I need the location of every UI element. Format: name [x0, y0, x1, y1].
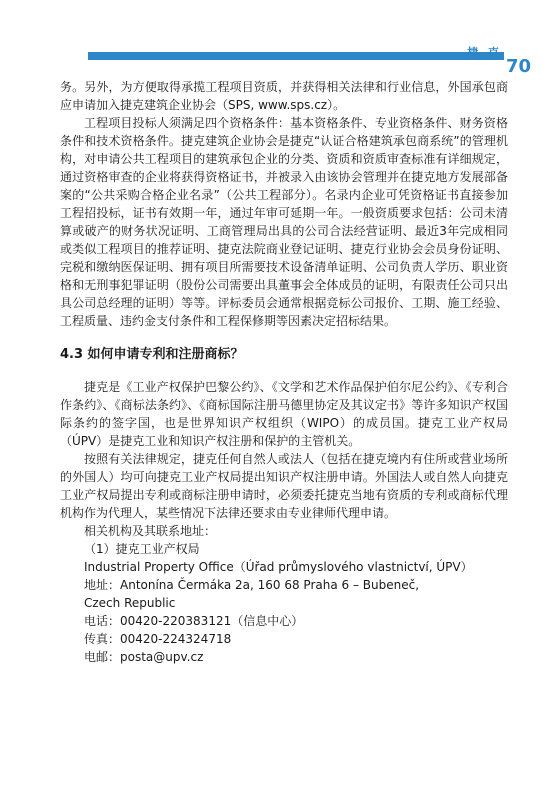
address-line: Czech Republic [84, 596, 176, 610]
org-name: Industrial Property Office（Úřad průmyslového vlastnictví, ÚPV） [84, 560, 473, 574]
phone-line: 电话：00420-220383121（信息中心） [84, 614, 304, 628]
page-content [60, 78, 508, 666]
fax-line: 传真：00420-224324718 [84, 632, 232, 646]
email-line: 电邮：posta@upv.cz [84, 650, 204, 664]
org-title: （1）捷克工业产权局 [84, 542, 200, 556]
paragraph: 务。另外，为方便取得承揽工程项目资质，并获得相关法律和行业信息，外国承包商应申请加入捷克建筑企业协会（SPS, www.sps.cz）。 [60, 80, 508, 112]
paragraph: 按照有关法律规定，捷克任何自然人或法人（包括在捷克境内有住所或营业场所的外国人）均可向捷克工业产权局提出知识产权注册申请。外国法人或自然人向捷克工业产权局提出专利或商标注册申请时，必须委托捷克当地有资质的专利或商标代理机构作为代理人，某些情况下法律还要求由专业律师代理申请。 [60, 452, 508, 520]
contacts-intro: 相关机构及其联系地址： [84, 524, 217, 538]
header-bar [88, 52, 504, 60]
paragraph: 捷克是《工业产权保护巴黎公约》、《文学和艺术作品保护伯尔尼公约》、《专利合作条约》、《商标法条约》、《商标国际注册马德里协定及其议定书》等许多知识产权国际条约的签字国，也是世界知识产权组织（WIPO）的成员国。捷克工业产权局（ÚPV）是捷克工业和知识产权注册和保护的主管机关。 [60, 380, 508, 448]
page-number: 70 [506, 56, 532, 77]
address-line: 地址：Antonína Čermáka 2a, 160 68 Praha 6 – Bubeneč, [84, 578, 420, 592]
section-heading: 4.3 如何申请专利和注册商标？ [60, 347, 244, 362]
paragraph: 工程项目投标人须满足四个资格条件：基本资格条件、专业资格条件、财务资格条件和技术资格条件。捷克建筑企业协会是捷克“认证合格建筑承包商系统”的管理机构，对申请公共工程项目的建筑承包企业的分类、资质和资质审查标准有详细规定，通过资格审查的企业将获得资格证书，并被录入由该协会管理并在捷克地方发展部备案的“公共采购合格企业名录”（公共工程部分）。名录内企业可凭资格证书直接参加工程招投标，证书有效期一年，通过年审可延期一年。一般资质要求包括：公司未清算或破产的财务状况证明、工商管理局出具的公司合法经营证明、最近3年完成相同或类似工程项目的推荐证明、捷克法院商业登记证明、捷克行业协会会员身份证明、完税和缴纳医保证明、拥有项目所需要技术设备清单证明、公司负责人学历、职业资格和无刑事犯罪证明（股份公司需要出具董事会全体成员的证明，有限责任公司只出具公司总经理的证明）等等。评标委员会通常根据竞标公司报价、工期、施工经验、工程质量、违约金支付条件和工程保修期等因素决定招标结果。 [60, 116, 508, 328]
running-head: 捷 克 [467, 46, 502, 59]
